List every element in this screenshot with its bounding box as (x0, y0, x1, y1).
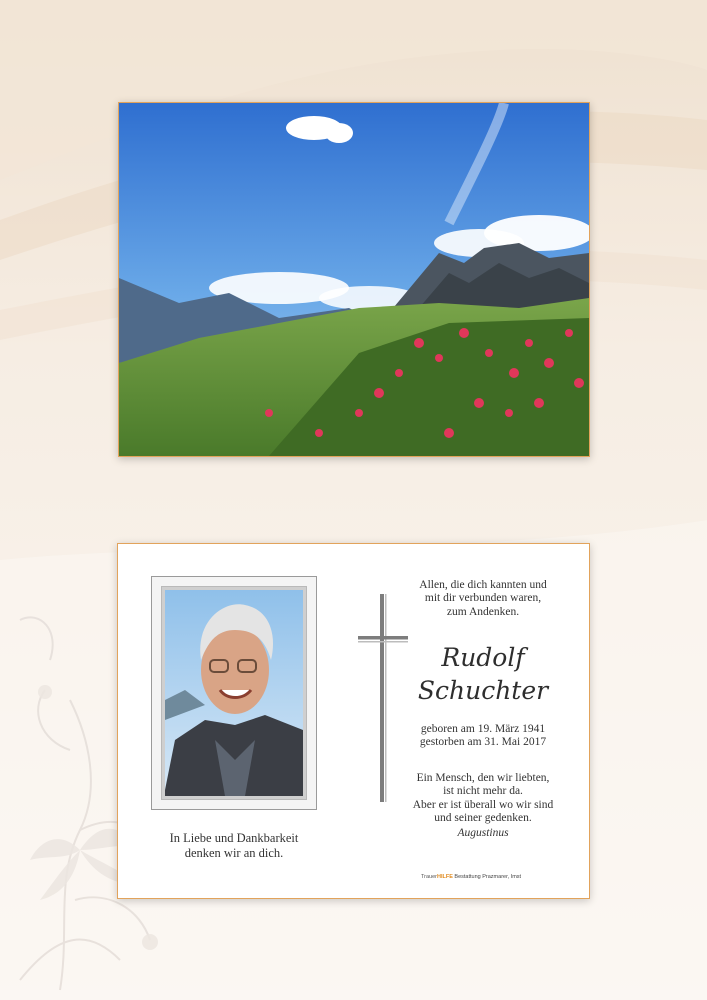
quote-author: Augustinus (457, 827, 509, 839)
intro-text: Allen, die dich kannten und mit dir verbunden waren, zum Andenken. (419, 579, 547, 618)
last-name: Schuchter (417, 676, 549, 705)
first-name: Rudolf (441, 643, 525, 672)
funeral-home-credit (421, 874, 581, 880)
brand-name-part2: HILFE (437, 874, 453, 880)
closing-text: In Liebe und Dankbarkeit denken wir an dich. (169, 831, 299, 860)
portrait-photo (161, 586, 307, 800)
memorial-quote: Ein Mensch, den wir liebten, ist nicht mehr da. Aber er ist überall wo wir sind und seiner gedenken. (412, 772, 554, 824)
portrait-frame (151, 576, 317, 810)
memorial-card (117, 543, 590, 899)
landscape-photo (118, 102, 590, 457)
life-dates: geboren am 19. März 1941 gestorben am 31. Mai 2017 (419, 723, 547, 749)
funeral-home-name: Bestattung Prazmarer, Imst (454, 874, 522, 880)
brand-name-part1: Trauer (421, 874, 437, 880)
